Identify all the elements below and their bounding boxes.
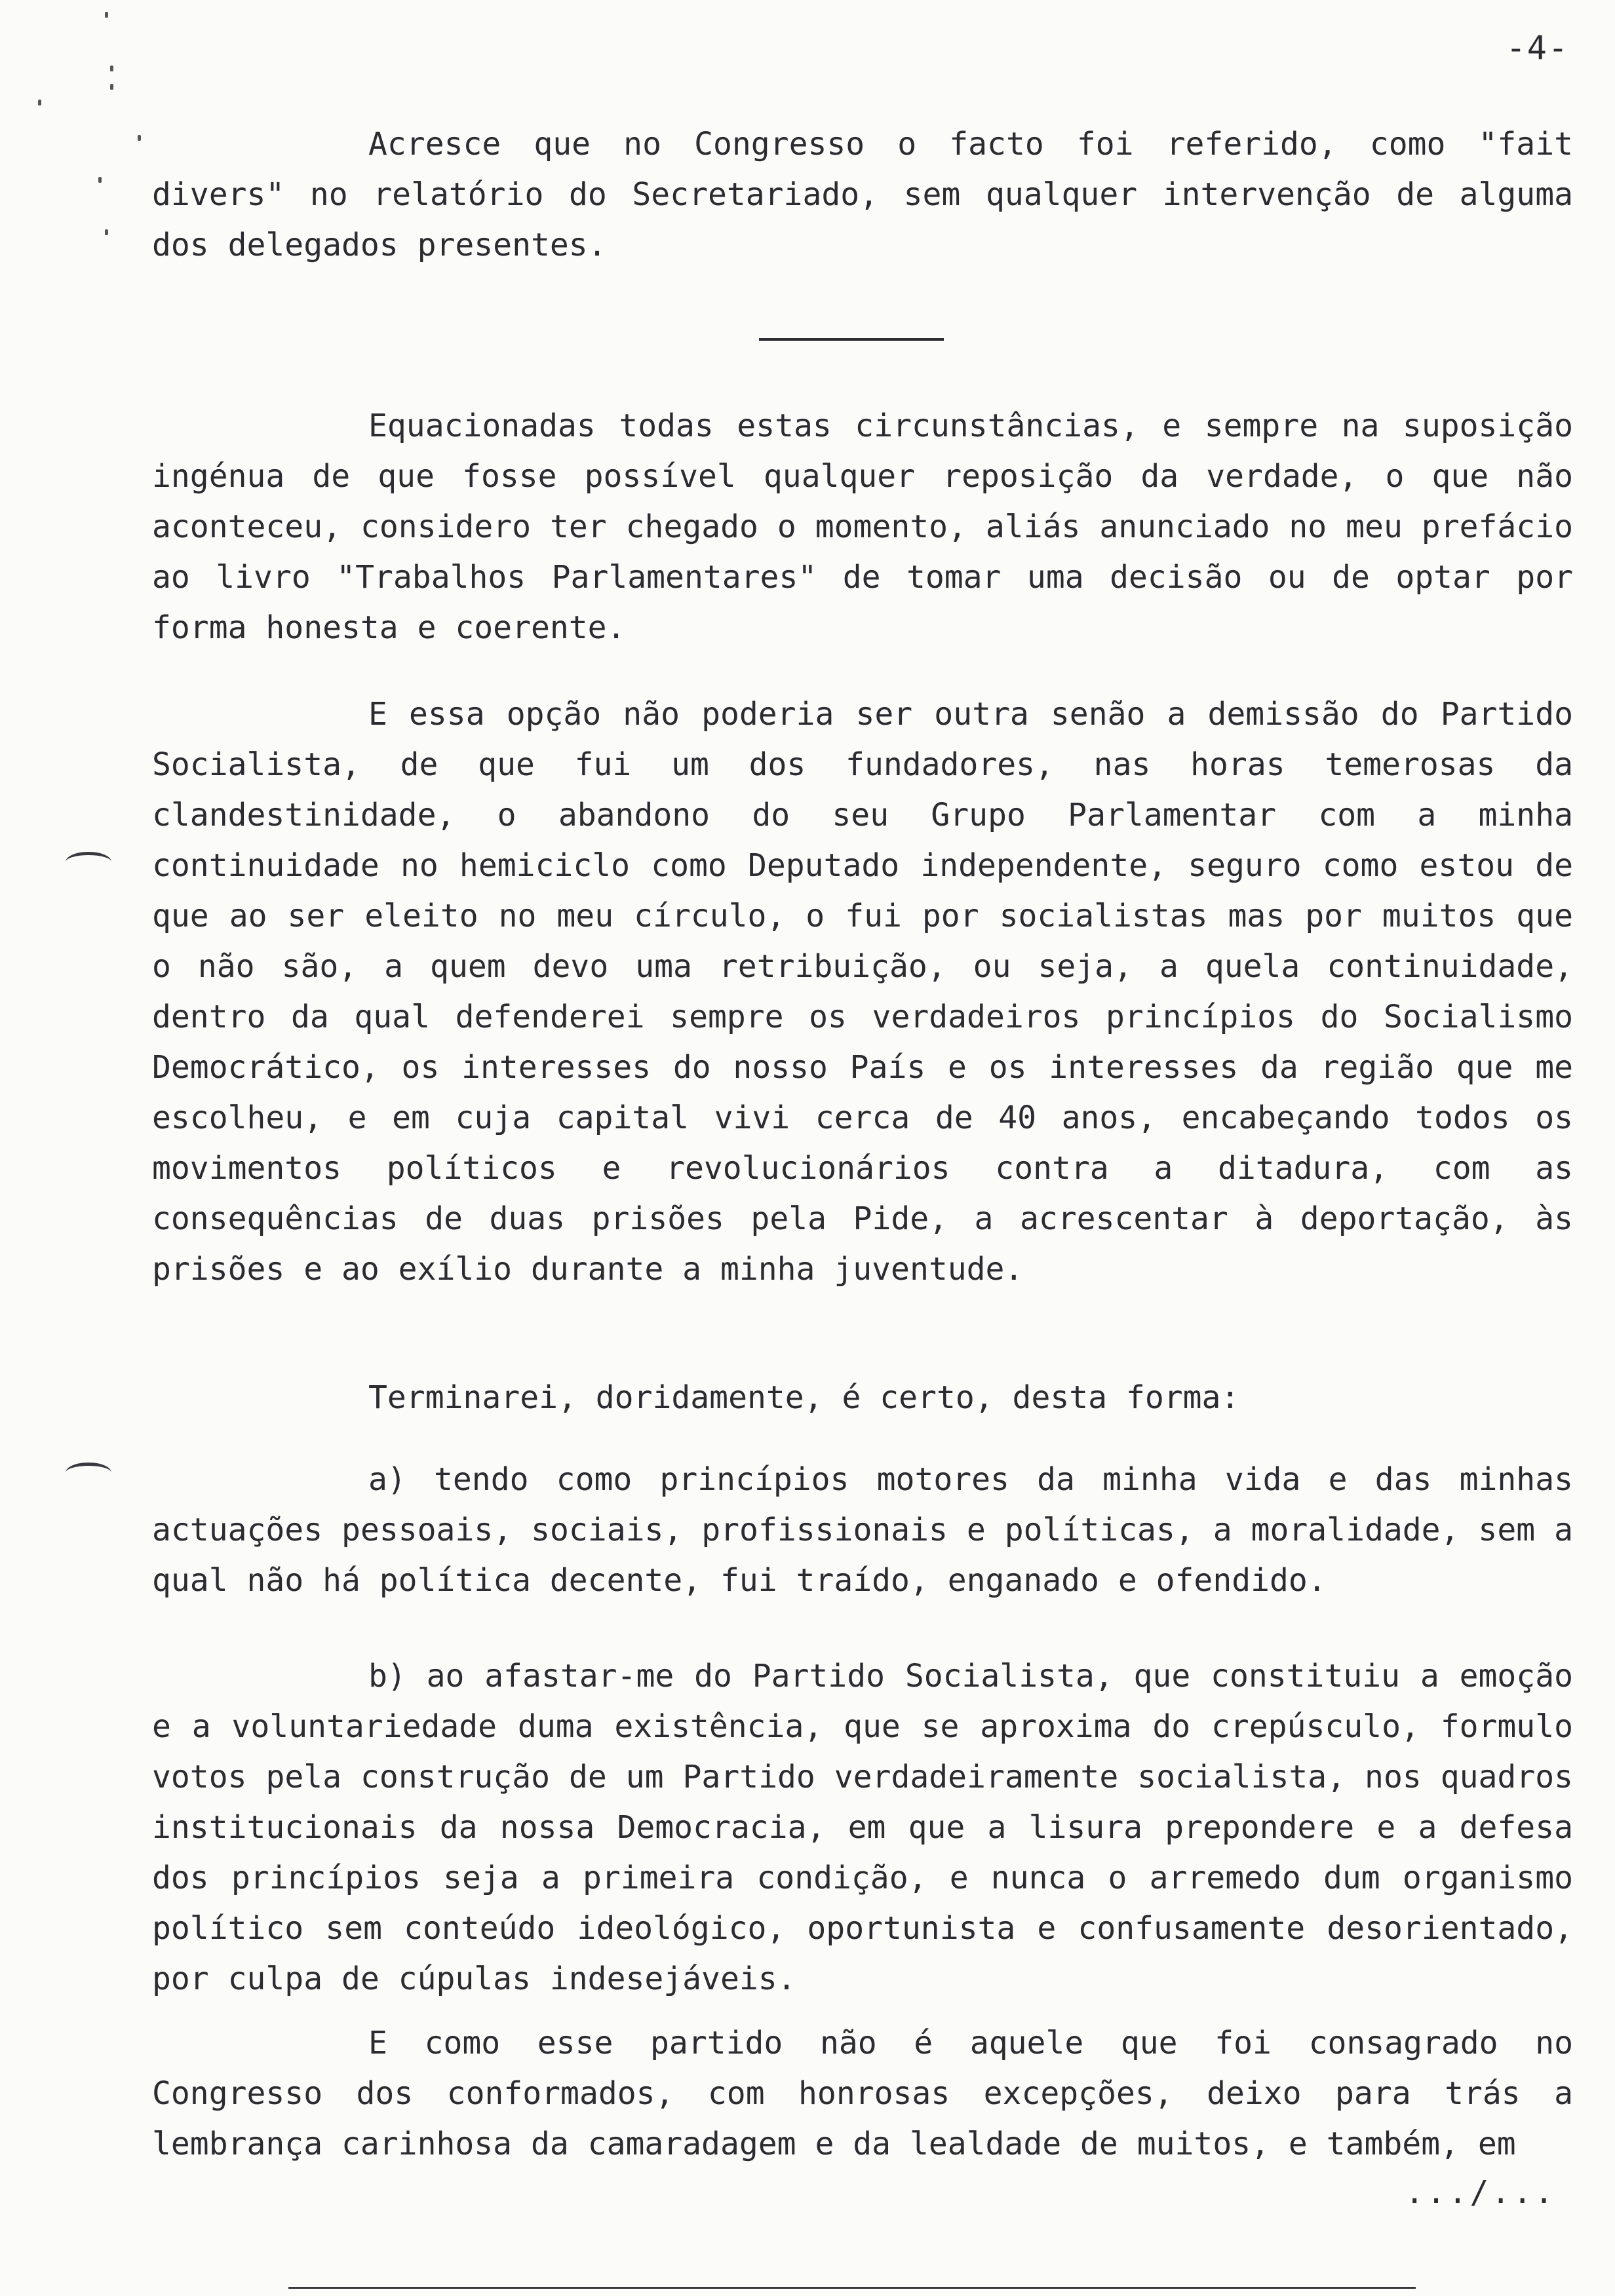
margin-dot <box>38 100 41 105</box>
paragraph-7: E como esse partido não é aquele que foi consagrado no Congresso dos conformados, com honrosas excepções, deixo para trás a lembrança carinhosa da camaradagem e da lealdade de muitos, e também, em <box>152 2025 1573 2162</box>
paragraph-2: Equacionadas todas estas circunstâncias, e sempre na suposição ingénua de que fosse possível qualquer reposição da verdade, o que não aconteceu, considero ter chegado o momento, aliás anunciado no meu prefácio ao livro "Trabalhos Parlamentares" de tomar uma decisão ou de optar por forma honesta e coerente. <box>152 408 1573 646</box>
margin-mark-upper <box>66 852 111 872</box>
margin-dot <box>105 12 108 18</box>
margin-dot <box>110 66 113 71</box>
bottom-rule <box>288 2287 1416 2289</box>
paragraph-5-item-a: a) tendo como princípios motores da minha vida e das minhas actuações pessoais, sociais, profissionais e políticas, a moralidade, sem a qual não há política decente, fui traído, enganado e ofendido. <box>152 1461 1573 1599</box>
page-number: -4- <box>1506 29 1569 67</box>
paragraph-6-item-b: b) ao afastar-me do Partido Socialista, que constituiu a emoção e a voluntariedade duma existência, que se aproxima do crepúsculo, formulo votos pela construção de um Partido verdadeiramente socialista, nos quadros institucionais da nossa Democracia, em que a lisura prepondere e a defesa dos princípios seja a primeira condição, e nunca o arremedo dum organismo político sem conteúdo ideológico, oportunista e confusamente desorientado, por culpa de cúpulas indesejáveis. <box>152 1658 1573 1997</box>
paragraph-3: E essa opção não poderia ser outra senão a demissão do Partido Socialista, de que fui um dos fundadores, nas horas temerosas da clandestinidade, o abandono do seu Grupo Parlamentar com a minha continuidade no hemiciclo como Deputado independente, seguro como estou de que ao ser eleito no meu círculo, o fui por socialistas mas por muitos que o não são, a quem devo uma retribuição, ou seja, a quela continuidade, dentro da qual defenderei sempre os verdadeiros princípios do Socialismo Democrático, os interesses do nosso País e os interesses da região que me escolheu, e em cuja capital vivi cerca de 40 anos, encabeçando todos os movimentos políticos e revolucionários contra a ditadura, com as consequências de duas prisões pela Pide, a acrescentar à deportação, às prisões e ao exílio durante a minha juventude. <box>152 696 1573 1288</box>
margin-dot <box>105 229 108 235</box>
margin-dot <box>138 135 141 141</box>
section-separator <box>759 338 944 341</box>
margin-mark-lower <box>66 1463 111 1483</box>
margin-dot <box>98 177 102 183</box>
paragraph-4: Terminarei, doridamente, é certo, desta forma: <box>368 1379 1240 1416</box>
margin-dot <box>110 84 113 90</box>
paragraph-1: Acresce que no Congresso o facto foi referido, como "fait divers" no relatório do Secretariado, sem qualquer intervenção de alguma dos delegados presentes. <box>152 126 1573 263</box>
continuation-marker: .../... <box>1405 2174 1556 2211</box>
